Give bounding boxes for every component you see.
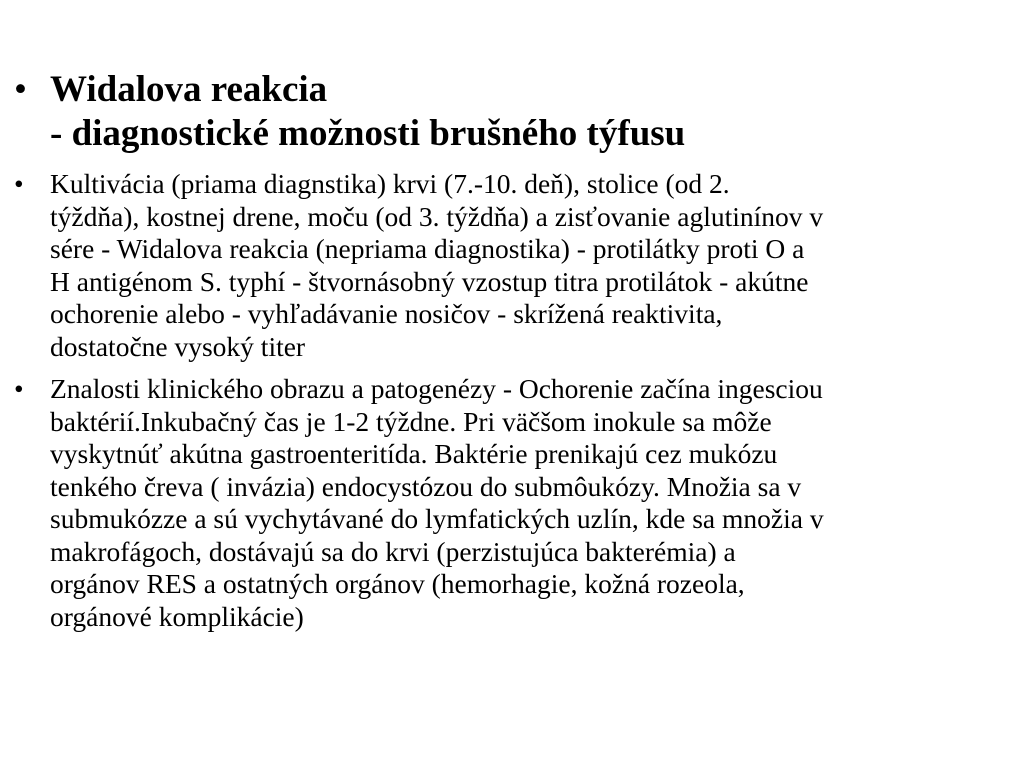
paragraph-line: vyskytnúť akútna gastroenteritída. Baktérie prenikajú cez mukózu <box>50 438 778 469</box>
paragraph-line: sére - Widalova reakcia (nepriama diagnostika) - protilátky proti O a <box>50 233 805 264</box>
bullet-dot-icon: • <box>14 373 24 404</box>
paragraph-line: makrofágoch, dostávajú sa do krvi (perzistujúca bakterémia) a <box>50 535 736 567</box>
paragraph-line: Kultivácia (priama diagnstika) krvi (7.-10. deň), stolice (od 2. <box>50 168 730 199</box>
paragraph-bullet-clinical <box>14 373 1014 633</box>
heading-line-1: Widalova reakcia <box>50 69 328 110</box>
paragraph-bullet-cultivation <box>14 168 1014 363</box>
paragraph-line: orgánov RES a ostatných orgánov (hemorhagie, kožná rozeola, <box>50 568 745 599</box>
paragraph-line: Znalosti klinického obrazu a patogenézy - Ochorenie začína ingesciou <box>50 373 823 404</box>
paragraph-line: H antigénom S. typhí - štvornásobný vzostup titra protilátok - akútne <box>50 265 809 297</box>
paragraph-line: orgánové komplikácie) <box>50 600 304 632</box>
heading-line-2: - diagnostické možnosti brušného týfusu <box>50 113 686 154</box>
bullet-dot-icon: • <box>14 69 27 110</box>
bullet-dot-icon: • <box>14 168 24 199</box>
paragraph-line: ochorenie alebo - vyhľadávanie nosičov - skrížená reaktivita, <box>50 298 723 329</box>
paragraph-line: tenkého čreva ( invázia) endocystózou do submôukózy. Množia sa v <box>50 470 802 502</box>
bullet-list <box>14 68 1014 633</box>
paragraph-line: týždňa), kostnej drene, moču (od 3. týždňa) a zisťovanie aglutinínov v <box>50 200 824 232</box>
heading-bullet <box>14 68 1014 156</box>
paragraph-line: submukózze a sú vychytávané do lymfatických uzlín, kde sa množia v <box>50 503 824 534</box>
paragraph-line: dostatočne vysoký titer <box>50 330 306 362</box>
paragraph-line: baktérií.Inkubačný čas je 1-2 týždne. Pri väčšom inokule sa môže <box>50 405 772 437</box>
